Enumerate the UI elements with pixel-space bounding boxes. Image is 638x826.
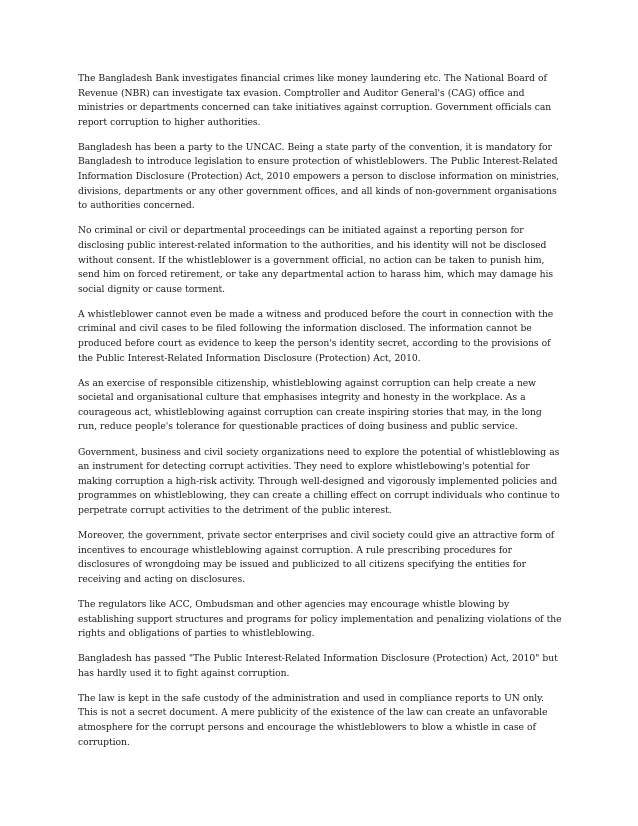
paragraph-4: A whistleblower cannot even be made a witness and produced before the court in connection with the criminal and civil cases to be filed following the information disclosed. The information cannot be produced before court as evidence to keep the person's identity secret, according to the provisions of the Public Interest-Related Information Disclosure (Protection) Act, 2010. bbox=[78, 308, 554, 364]
paragraph-3: No criminal or civil or departmental proceedings can be initiated against a reporting person for disclosing public interest-related information to the authorities, and his identity will not be disclosed without consent. If the whistleblower is a government official, no action can be taken to punish him, send him on forced retirement, or take any departmental action to harass him, which may damage his social dignity or cause torment. bbox=[78, 225, 554, 295]
paragraph-9: Bangladesh has passed "The Public Interest-Related Information Disclosure (Protection) Act, 2010" but has hardly used it to fight against corruption. bbox=[78, 653, 558, 679]
paragraph-8: The regulators like ACC, Ombudsman and other agencies may encourage whistle blowing by establishing support structures and programs for policy implementation and penalizing violations of the rights and obligations of parties to whistleblowing. bbox=[78, 598, 562, 640]
paragraph-5: As an exercise of responsible citizenship, whistleblowing against corruption can help create a new societal and organisational culture that emphasises integrity and honesty in the workplace. As a courageous act, whistleblowing against corruption can create inspiring stories that may, in the long run, reduce people's tolerance for questionable practices of doing business and public service. bbox=[78, 377, 542, 433]
document-body bbox=[78, 72, 562, 761]
paragraph-2: Bangladesh has been a party to the UNCAC. Being a state party of the convention, it is mandatory for Bangladesh to introduce legislation to ensure protection of whistleblowers. The Public Interest-Related Information Disclosure (Protection) Act, 2010 empowers a person to disclose information on ministries, divisions, departments or any other government offices, and all kinds of non-government organisations to authorities concerned. bbox=[78, 141, 560, 212]
paragraph-10: The law is kept in the safe custody of the administration and used in compliance reports to UN only. This is not a secret document. A mere publicity of the existence of the law can create an unfavorable atmosphere for the corrupt persons and encourage the whistleblowers to blow a whistle in case of corruption. bbox=[78, 692, 548, 748]
paragraph-6: Government, business and civil society organizations need to explore the potential of whistleblowing as an instrument for detecting corrupt activities. They need to explore whistlebowing's potential for making corruption a high-risk activity. Through well-designed and vigorously implemented policies and programmes on whistleblowing, they can create a chilling effect on corrupt individuals who continue to perpetrate corrupt activities to the detriment of the public interest. bbox=[78, 446, 560, 516]
paragraph-7: Moreover, the government, private sector enterprises and civil society could give an attractive form of incentives to encourage whistleblowing against corruption. A rule prescribing procedures for disclosures of wrongdoing may be issued and publicized to all citizens specifying the entities for receiving and acting on disclosures. bbox=[78, 530, 555, 585]
paragraph-1: The Bangladesh Bank investigates financial crimes like money laundering etc. The National Board of Revenue (NBR) can investigate tax evasion. Comptroller and Auditor General's (CAG) office and ministries or departments concerned can take initiatives against corruption. Government officials can report corruption to higher authorities. bbox=[78, 73, 552, 128]
